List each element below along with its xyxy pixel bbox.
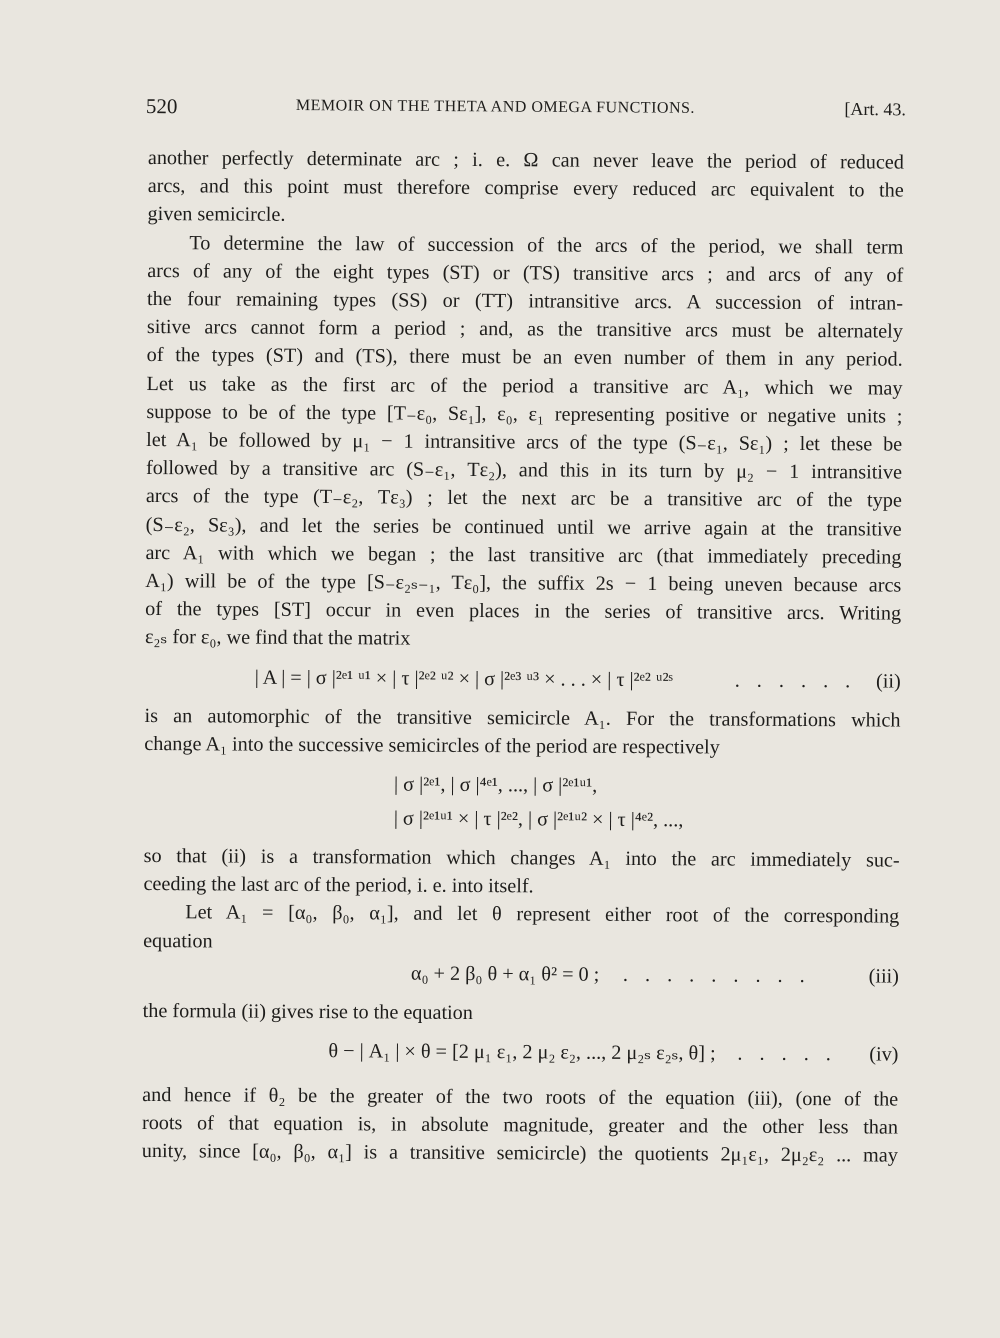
- paragraph-3: [144, 702, 900, 763]
- paragraph-5: [143, 898, 899, 959]
- paragraph-2: [145, 229, 904, 657]
- text-line: sitive arcs cannot form a period ; and, as the transitive arcs must be alternately: [146, 316, 903, 343]
- equation-ii-expression: | A | = | σ |²ᵉ¹ ᵘ¹ × | τ |²ᵉ² ᵘ² × | σ |²ᵉ³ ᵘ³ × . . . × | τ |²ᵉ² ᵘ²ˢ: [254, 666, 673, 691]
- running-title: MEMOIR ON THE THETA AND OMEGA FUNCTIONS.: [295, 97, 696, 117]
- equation-iv-expression: θ − | A₁ | × θ = [2 μ₁ ε₁, 2 μ₂ ε₂, ..., 2 μ₂ₛ ε₂ₛ, θ] ;: [328, 1040, 716, 1065]
- transform-list-line: | σ |²ᵉ¹, | σ |⁴ᵉ¹, ..., | σ |²ᵉ¹ᵘ¹,: [394, 773, 598, 797]
- equation-iv-number: (iv): [869, 1043, 899, 1066]
- equation-iii-leader: . . . . . . . . .: [622, 963, 811, 987]
- equation-iv-leader: . . . . .: [737, 1042, 837, 1066]
- equation-iv: [142, 1033, 898, 1072]
- text-line: so that (ii) is a transformation which changes A₁ into the arc immediately suc-: [143, 845, 900, 872]
- text-line: Let A₁ = [α₀, β₀, α₁], and let θ represent either root of the corresponding: [185, 901, 900, 929]
- paragraph-6: [143, 997, 899, 1030]
- transform-list-1: [144, 766, 900, 805]
- text-line: given semicircle.: [147, 203, 286, 227]
- page-number: 520: [145, 94, 178, 119]
- text-line: To determine the law of succession of the arcs of the period, we shall term: [189, 231, 904, 259]
- text-line: suppose to be of the type [T₋ε₀, Sε₁], ε₀, ε₁ representing positive or negative units ;: [146, 400, 903, 428]
- equation-iii-number: (iii): [868, 965, 899, 988]
- page-body: [142, 144, 904, 1170]
- text-line: of the types (ST) and (TS), there must be an even number of them in any period.: [146, 344, 903, 372]
- text-line: change A₁ into the successive semicircles of the period are respectively: [144, 732, 720, 759]
- text-line: A₁) will be of the type [S₋ε₂ₛ₋₁, Tε₀], the suffix 2s − 1 being uneven because arcs: [145, 570, 902, 597]
- text-line: is an automorphic of the transitive semicircle A₁. For the transformations which: [144, 704, 901, 732]
- equation-iii-expression: α₀ + 2 β₀ θ + α₁ θ² = 0 ;: [410, 962, 600, 986]
- equation-ii-number: (ii): [875, 670, 901, 693]
- transform-list-2: [144, 800, 900, 839]
- text-line: ceeding the last arc of the period, i. e. into itself.: [143, 873, 534, 898]
- text-line: another perfectly determinate arc ; i. e. Ω can never leave the period of reduced: [147, 146, 904, 174]
- page-header: [145, 94, 906, 120]
- equation-ii: [145, 660, 901, 699]
- text-line: ε₂ₛ for ε₀, we find that the matrix: [144, 626, 411, 651]
- text-line: the formula (ii) gives rise to the equation: [142, 999, 473, 1024]
- text-line: the four remaining types (SS) or (TT) intransitive arcs. A succession of intran-: [146, 288, 904, 315]
- text-line: followed by a transitive arc (S₋ε₁, Tε₂), and this in its turn by μ₂ − 1 intransitive: [145, 457, 903, 484]
- text-line: roots of that equation is, in absolute magnitude, greater and the other less than: [141, 1112, 899, 1139]
- text-line: arcs of any of the eight types (ST) or (TS) transitive arcs ; and arcs of any of: [147, 259, 904, 287]
- text-line: arcs of the type (T₋ε₂, Tε₃) ; let the next arc be a transitive arc of the type: [145, 485, 902, 513]
- article-reference: [Art. 43.: [844, 98, 906, 120]
- paragraph-1: [147, 144, 904, 233]
- equation-ii-leader: . . . . . .: [734, 669, 857, 692]
- paragraph-7: [142, 1081, 899, 1170]
- text-line: unity, since [α₀, β₀, α₁] is a transitive semicircle) the quotients 2μ₁ε₁, 2μ₂ε₂ ... may: [141, 1140, 898, 1168]
- text-line: equation: [143, 929, 213, 953]
- text-line: arc A₁ with which we began ; the last transitive arc (that immediately preceding: [145, 541, 902, 569]
- paragraph-4: [143, 842, 899, 903]
- equation-iii: [143, 955, 899, 994]
- text-line: Let us take as the first arc of the period a transitive arc A₁, which we may: [146, 372, 903, 400]
- text-line: and hence if θ₂ be the greater of the two roots of the equation (iii), (one of the: [142, 1084, 899, 1111]
- text-line: of the types [ST] occur in even places in the series of transitive arcs. Writing: [145, 598, 902, 625]
- text-line: (S₋ε₂, Sε₃), and let the series be continued until we arrive again at the transitive: [145, 513, 902, 541]
- text-line: arcs, and this point must therefore comprise every reduced arc equivalent to the: [147, 175, 904, 202]
- text-line: let A₁ be followed by μ₁ − 1 intransitive arcs of the type (S₋ε₁, Sε₁) ; let these be: [146, 429, 903, 456]
- transform-list-line: | σ |²ᵉ¹ᵘ¹ × | τ |²ᵉ², | σ |²ᵉ¹ᵘ² × | τ |⁴ᵉ², ...,: [393, 807, 684, 832]
